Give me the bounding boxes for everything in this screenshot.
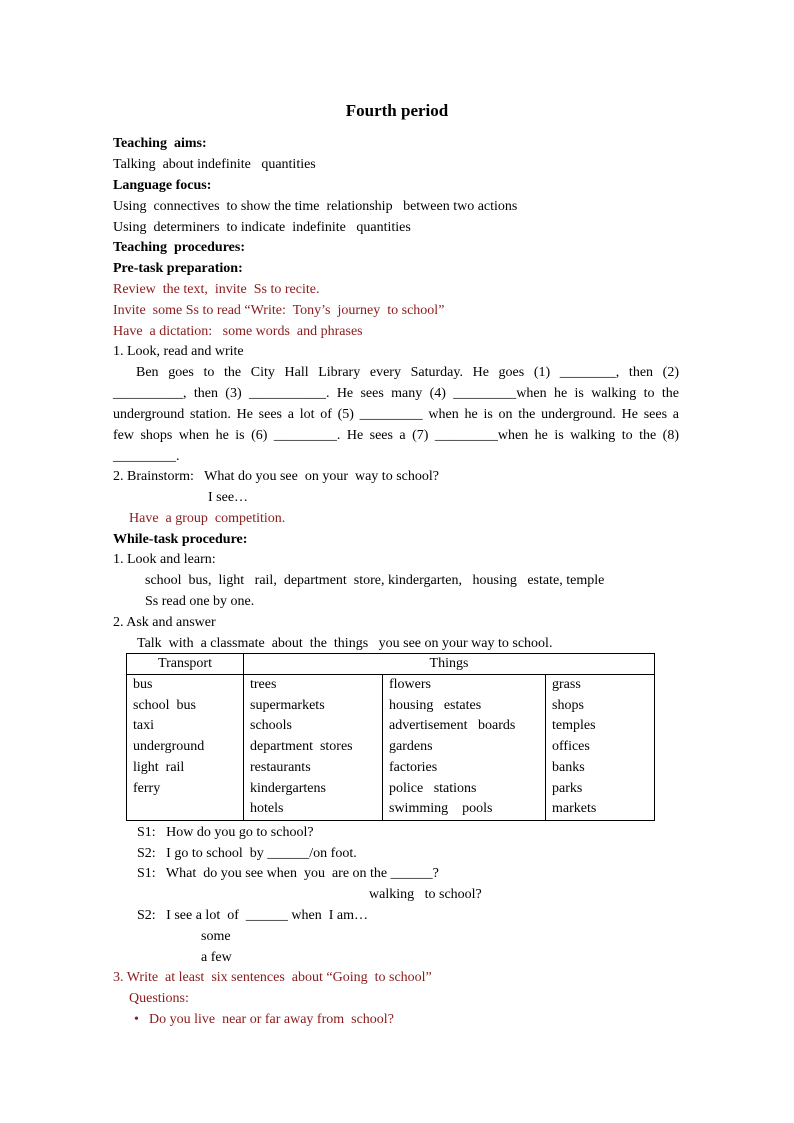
teaching-aims-heading: Teaching aims: <box>113 136 207 151</box>
ask-answer-instruction: Talk with a classmate about the things you see on your way to school. <box>137 636 553 651</box>
brainstorm-line: 2. Brainstorm: What do you see on your way to school? <box>113 469 439 484</box>
table-cell: restaurants <box>250 759 311 775</box>
bullet-icon: • <box>134 1012 139 1027</box>
look-learn-heading: 1. Look and learn: <box>113 552 216 567</box>
whiletask-heading: While-task procedure: <box>113 532 248 547</box>
teaching-aims-text: Talking about indefinite quantities <box>113 157 316 172</box>
table-cell: light rail <box>133 759 185 775</box>
dialog-line: S1: How do you go to school? <box>137 825 314 840</box>
table-cell: temples <box>552 718 596 734</box>
table-cell: ferry <box>133 780 161 796</box>
dialog-alternative: some <box>201 929 231 944</box>
question-item: Do you live near or far away from school? <box>149 1012 394 1027</box>
table-cell: grass <box>552 677 581 692</box>
table-cell: department stores <box>250 739 353 755</box>
table-cell: schools <box>250 718 292 734</box>
pretask-item: Have a dictation: some words and phrases <box>113 324 363 339</box>
dialog-line: S2: I go to school by ______/on foot. <box>137 846 357 861</box>
table-cell: banks <box>552 759 585 775</box>
table-cell: trees <box>250 677 277 692</box>
look-learn-read: Ss read one by one. <box>145 594 255 609</box>
transport-things-table <box>126 653 655 821</box>
teaching-procedures-heading: Teaching procedures: <box>113 240 245 255</box>
page-title: Fourth period <box>345 101 449 120</box>
language-focus-item: Using determiners to indicate indefinite quantities <box>113 220 411 235</box>
look-read-write-heading: 1. Look, read and write <box>113 344 244 359</box>
brainstorm-answer: I see… <box>208 490 249 505</box>
pretask-item: Review the text, invite Ss to recite. <box>113 282 320 297</box>
language-focus-item: Using connectives to show the time relationship between two actions <box>113 199 518 214</box>
table-header-things: Things <box>244 654 655 675</box>
look-learn-words: school bus, light rail, department store, kindergarten, housing estate, temple <box>145 573 605 588</box>
transport-column <box>127 675 244 821</box>
things-column <box>383 675 546 821</box>
table-cell: markets <box>552 801 597 817</box>
exercise-paragraph: Ben goes to the City Hall Library every Saturday. He goes (1) ________, then (2) __________, then (3) ___________. He sees many (4) _________when he is walking to the underground station. He sees a lot of (5) _________ when he is on the underground. He sees a few shops when he is (6) _________. He sees a (7) _________when he is walking to the (8) _________. <box>113 365 679 464</box>
table-cell: kindergartens <box>250 780 326 796</box>
table-cell: flowers <box>389 677 431 692</box>
table-cell: offices <box>552 739 590 755</box>
table-cell: housing estates <box>389 697 482 713</box>
table-cell: gardens <box>389 739 433 755</box>
dialog-alternative: walking to school? <box>369 887 482 902</box>
table-cell: parks <box>552 780 583 796</box>
table-cell: underground <box>133 739 205 755</box>
ask-answer-heading: 2. Ask and answer <box>113 615 216 630</box>
table-cell: school bus <box>133 697 196 713</box>
table-cell: swimming pools <box>389 801 493 817</box>
table-cell: factories <box>389 759 438 775</box>
table-header-row <box>127 654 655 675</box>
dialog-line: S1: What do you see when you are on the ______? <box>137 866 439 881</box>
dialog-alternative: a few <box>201 950 232 965</box>
table-row <box>127 675 655 821</box>
dialog-line: S2: I see a lot of ______ when I am… <box>137 908 368 923</box>
language-focus-heading: Language focus: <box>113 178 212 193</box>
group-competition-text: Have a group competition. <box>129 511 286 526</box>
pretask-heading: Pre-task preparation: <box>113 261 243 276</box>
table-cell: advertisement boards <box>389 718 516 734</box>
table-header-transport: Transport <box>127 654 244 675</box>
table-cell: hotels <box>250 801 284 817</box>
questions-label: Questions: <box>129 991 189 1006</box>
table-cell: shops <box>552 697 584 713</box>
table-cell: supermarkets <box>250 697 325 713</box>
table-cell: bus <box>133 677 153 692</box>
table-cell: police stations <box>389 780 477 796</box>
table-cell: taxi <box>133 718 154 734</box>
things-column <box>546 675 655 821</box>
things-column <box>244 675 383 821</box>
write-heading: 3. Write at least six sentences about “Going to school” <box>113 970 432 985</box>
pretask-item: Invite some Ss to read “Write: Tony’s journey to school” <box>113 303 445 318</box>
